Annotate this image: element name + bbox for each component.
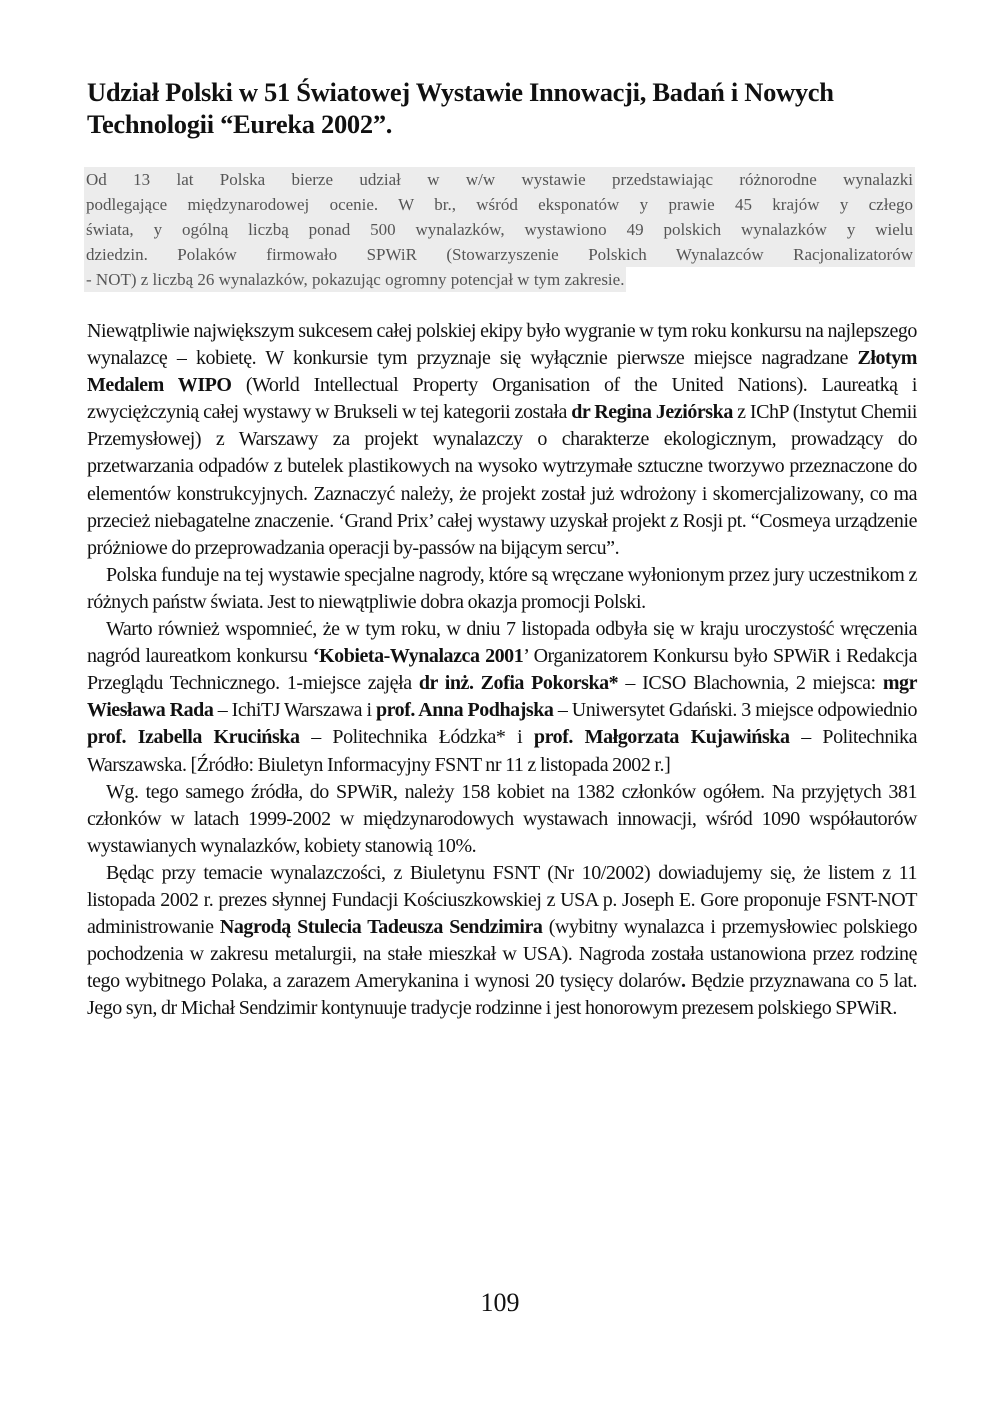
text-run: – Politechnika Łódzka* i [299,726,534,749]
intro-highlight-block [84,167,915,267]
text-run: Będąc przy temacie wynalazczości, z Biuletynu FSNT (Nr 10/2002) dowiadujemy się, że listem z 11 listopada 2002 r. prezes słynnej Fundacji Kościuszkowskiej z USA p. Joseph E. Gore proponuje FSNT-NOT administrowanie [87,861,917,939]
text-run: Polska funduje na tej wystawie specjalne nagrody, które są wręczane wyłonionym przez jury uczestnikom z różnych państw świata. Jest to niewątpliwie dobra okazja promocji Polski. [87,563,917,613]
text-run: Wg. tego samego źródła, do SPWiR, należy 158 kobiet na 1382 członków ogółem. Na przyjętych 381 członków w latach 1999-2002 w międzynarodowych wystawach innowacji, wśród 1090 współautorów wystawianych wynalazków, kobiety stanowią 10%. [87,780,917,857]
intro-line: podlegające międzynarodowej ocenie. W br., wśród eksponatów y prawie 45 krajów y człego [86,195,913,214]
text-run: (World Intellectual Property Organisation of the United Nations). Laureatką i zwyciężczynią całej wystawy w Brukseli w tej kategorii została [87,374,917,424]
body-paragraph [87,779,917,860]
bold-text: prof. Izabella Krucińska [87,726,300,749]
text-run: Niewątpliwie największym sukcesem całej polskiej ekipy było wygranie w tym roku konkursu na najlepszego wynalazcę – kobietę. W konkursie tym przyznaje się wyłącznie pierwsze miejsce nagradzane [87,320,917,370]
intro-line: Od 13 lat Polska bierze udział w w/w wystawie przedstawiając różnorodne wynalazki [86,170,913,189]
body-paragraph [87,562,917,616]
bold-text: prof. Anna Podhajska [375,699,554,722]
text-run: – ICSO Blachownia, 2 miejsca: [618,672,883,695]
bold-text: prof. Małgorzata Kujawińska [533,726,790,749]
bold-text: dr Regina Jeziórska [571,401,733,424]
bold-text: Nagrodą Stulecia Tadeusza Sendzimira [219,916,543,939]
intro-line: świata, y ogólną liczbą ponad 500 wynalazków, wystawiono 49 polskich wynalazków y wielu [86,220,913,239]
body-paragraph [87,318,917,562]
text-run: Będzie przyznawana co 5 lat. Jego syn, dr Michał Sendzimir kontynuuje tradycje rodzinne i jest honorowym prezesem polskiego SPWiR. [87,970,917,1020]
text-run: – Politechnika Warszawska. [Źródło: Biuletyn Informacyjny FSNT nr 11 z listopada 2002 r.] [87,726,917,776]
intro-line: dziedzin. Polaków firmowało SPWiR (Stowarzyszenie Polskich Wynalazców Racjonalizatorów [86,245,913,264]
text-run: (wybitny wynalazca i przemysłowiec polskiego pochodzenia w zakresu metalurgii, na stałe mieszkał w USA). Nagroda została ustanowiona przez rodzinę tego wybitnego Polaka, a zarazem Amerykanina i wynosi 20 tysięcy dolarów [87,916,917,993]
intro-last-line: - NOT) z liczbą 26 wynalazków, pokazując ogromny potencjał w tym zakresie. [84,267,626,292]
page-number: 109 [480,1288,520,1317]
text-run: ’ Organizatorem Konkursu było SPWiR i Redakcja Przeglądu Technicznego. 1-miejsce zajęła [87,645,918,695]
text-run: z IChP (Instytut Chemii Przemysłowej) z Warszawy za projekt wynalazczy o charakterze ekologicznym, prowadzący do przetwarzania odpadów z butelek plastikowych na wysoko wytrzymałe sztuczne tworzywo przeznaczone do elementów konstrukcyjnych. Zaznaczyć należy, że projekt został już wdrożony i skomercjalizowany, co ma przecież niebagatelne znaczenie. ‘Grand Prix’ całej wystawy uzyskał projekt z Rosji pt. “Cosmeya urządzenie próżniowe do przeprowadzania operacji by-passów na bijącym sercu”. [87,401,917,559]
bold-text: mgr Wiesława Rada [87,672,917,722]
body-paragraph [87,860,917,1023]
article-body [87,318,917,1022]
body-paragraph [87,616,917,779]
bold-text: ‘Kobieta-Wynalazca 2001 [312,645,524,668]
bold-text: . [680,970,686,993]
intro-highlighted-abstract [84,167,915,292]
text-run: – IchiTJ Warszawa i [213,699,376,722]
text-run: Warto również wspomnieć, że w tym roku, w dniu 7 listopada odbyła się w kraju uroczystość wręczenia nagród laureatkom konkursu [87,618,917,668]
text-run: – Uniwersytet Gdański. 3 miejsce odpowiednio [553,699,917,722]
bold-text: dr inż. Zofia Pokorska* [418,672,619,695]
article-title: Udział Polski w 51 Światowej Wystawie Innowacji, Badań i Nowych Technologii “Eureka 2002”. [87,77,834,139]
bold-text: Złotym Medalem WIPO [87,347,917,397]
